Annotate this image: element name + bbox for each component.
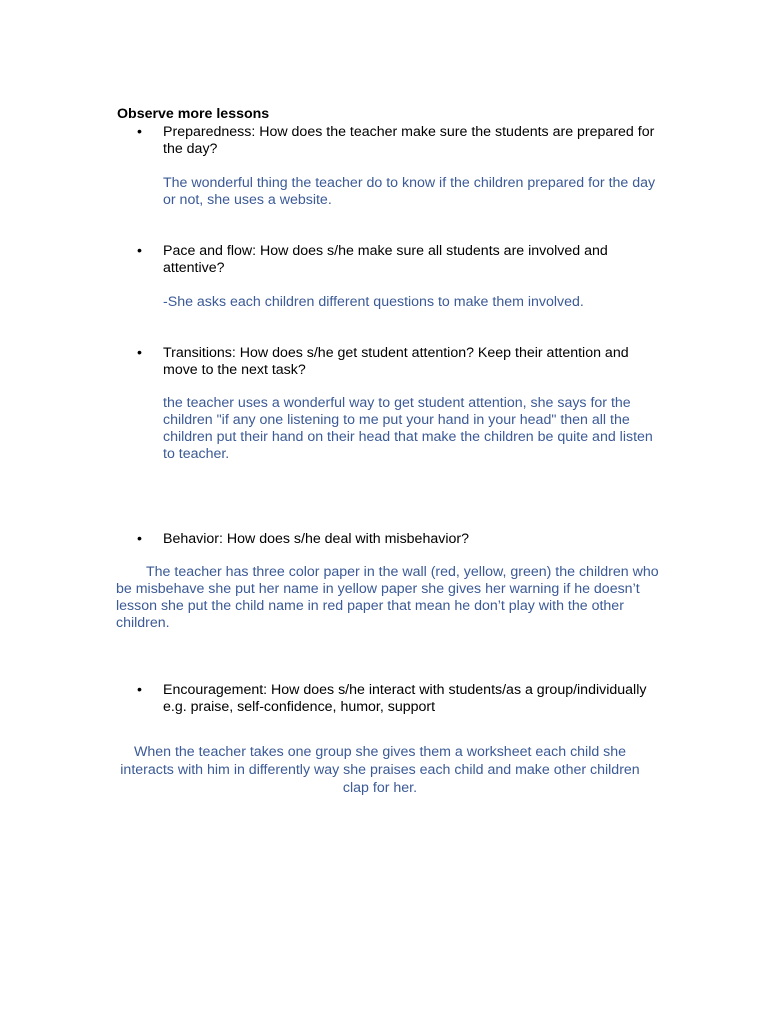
answer-transitions: the teacher uses a wonderful way to get student attention, she says for the children "if any one listening to me put your hand in your head" then all the children put their hand on their head that make the children be quite and listen to teacher. <box>163 395 653 462</box>
question-behavior: Behavior: How does s/he deal with misbehavior? <box>163 531 469 547</box>
bullet-icon: • <box>137 531 142 547</box>
answer-pace-and-flow: -She asks each children different questions to make them involved. <box>163 294 584 310</box>
bullet-icon: • <box>137 124 142 140</box>
bullet-icon: • <box>137 345 142 361</box>
bullet-icon: • <box>137 682 142 698</box>
answer-behavior <box>116 564 661 632</box>
bullet-icon: • <box>137 243 142 259</box>
answer-behavior-text: The teacher has three color paper in the wall (red, yellow, green) the children who be misbehave she put her name in yellow paper she gives her warning if he doesn’t lesson she put the child name in red paper that mean he don’t play with the other children. <box>116 564 659 631</box>
section-heading: Observe more lessons <box>117 106 270 122</box>
answer-preparedness: The wonderful thing the teacher do to know if the children prepared for the day or not, she uses a website. <box>163 175 656 208</box>
answer-encouragement: When the teacher takes one group she gives them a worksheet each child she interacts with him in differently way she praises each child and make other children clap for her. <box>120 744 640 796</box>
question-encouragement: Encouragement: How does s/he interact with students/as a group/individually e.g. praise, self-confidence, humor, support <box>163 682 647 715</box>
question-transitions: Transitions: How does s/he get student attention? Keep their attention and move to the next task? <box>163 345 629 378</box>
question-pace-and-flow: Pace and flow: How does s/he make sure all students are involved and attentive? <box>163 243 608 276</box>
question-preparedness: Preparedness: How does the teacher make sure the students are prepared for the day? <box>163 124 655 157</box>
